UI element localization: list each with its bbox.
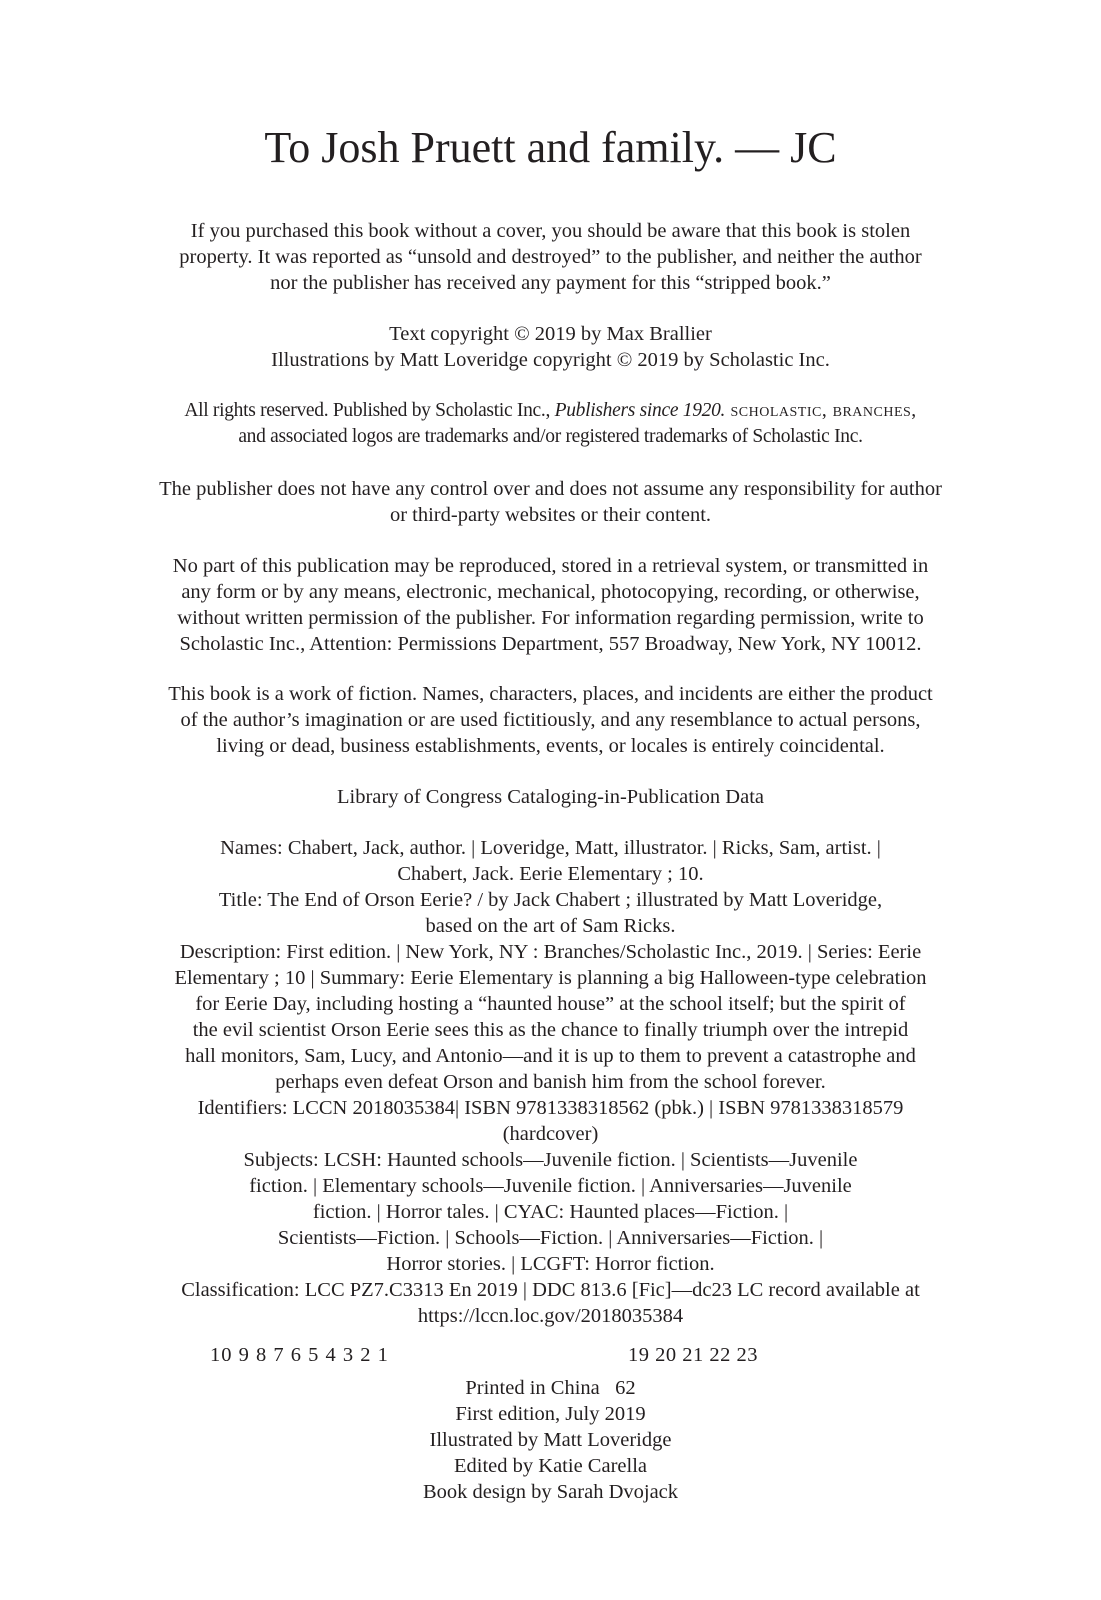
cip-line: Subjects: LCSH: Haunted schools—Juvenile fiction. | Scientists—Juvenile xyxy=(243,1149,858,1171)
reproduction-notice xyxy=(90,553,1011,657)
cip-line: Identifiers: LCCN 2018035384| ISBN 9781338318562 (pbk.) | ISBN 9781338318579 xyxy=(197,1097,904,1119)
cip-line: hall monitors, Sam, Lucy, and Antonio—and it is up to them to prevent a catastrophe and xyxy=(185,1045,916,1067)
cip-line: Elementary ; 10 | Summary: Eerie Elementary is planning a big Halloween-type celebration xyxy=(174,967,927,989)
cip-heading-text: Library of Congress Cataloging-in-Publication Data xyxy=(337,786,764,808)
cip-line: Title: The End of Orson Eerie? / by Jack Chabert ; illustrated by Matt Loveridge, xyxy=(218,889,883,911)
fiction-notice xyxy=(90,681,1011,759)
cip-line: fiction. | Elementary schools—Juvenile fiction. | Anniversaries—Juvenile xyxy=(249,1175,852,1197)
notice-line: The publisher does not have any control over and does not assume any responsibility for author xyxy=(159,478,942,500)
notice-line: of the author’s imagination or are used fictitiously, and any resemblance to actual persons, xyxy=(180,709,921,731)
control-notice xyxy=(90,476,1011,528)
cip-heading xyxy=(90,784,1011,810)
cip-line: Names: Chabert, Jack, author. | Loveridge, Matt, illustrator. | Ricks, Sam, artist. | xyxy=(220,837,881,859)
notice-line: No part of this publication may be reproduced, stored in a retrieval system, or transmitted in xyxy=(172,555,929,577)
rights-trademarks: scholastic, branches, xyxy=(725,400,917,421)
notice-line: any form or by any means, electronic, mechanical, photocopying, recording, or otherwise, xyxy=(181,581,920,603)
cip-line: https://lccn.loc.gov/2018035384 xyxy=(417,1305,684,1327)
credit-line: Edited by Katie Carella xyxy=(454,1455,647,1477)
notice-line: This book is a work of fiction. Names, characters, places, and incidents are either the product xyxy=(168,683,933,705)
notice-line: If you purchased this book without a cover, you should be aware that this book is stolen xyxy=(190,220,911,242)
credit-line: Printed in China 62 xyxy=(465,1377,636,1399)
cip-line: Classification: LCC PZ7.C3313 En 2019 | DDC 813.6 [Fic]—dc23 LC record available at xyxy=(181,1279,920,1301)
copyright-line: Illustrations by Matt Loveridge copyright © 2019 by Scholastic Inc. xyxy=(271,349,830,371)
year-numbers: 19 20 21 22 23 xyxy=(628,1344,758,1366)
notice-line: without written permission of the publisher. For information regarding permission, write to xyxy=(177,607,924,629)
credit-line: First edition, July 2019 xyxy=(455,1403,646,1425)
cip-line: based on the art of Sam Ricks. xyxy=(425,915,676,937)
rights-line: and associated logos are trademarks and/or registered trademarks of Scholastic Inc. xyxy=(238,426,863,447)
rights-text: All rights reserved. Published by Scholastic Inc., xyxy=(184,400,555,421)
printing-numbers: 10 9 8 7 6 5 4 3 2 1 xyxy=(210,1344,389,1366)
notice-line: property. It was reported as “unsold and destroyed” to the publisher, and neither the author xyxy=(179,246,922,268)
rights-italic: Publishers since 1920. xyxy=(554,400,726,421)
printing-line xyxy=(0,1342,1101,1368)
cip-line: Horror stories. | LCGFT: Horror fiction. xyxy=(386,1253,715,1275)
cip-line: Description: First edition. | New York, NY : Branches/Scholastic Inc., 2019. | Series: Eerie xyxy=(179,941,922,963)
credit-line: Illustrated by Matt Loveridge xyxy=(429,1429,672,1451)
notice-line: nor the publisher has received any payment for this “stripped book.” xyxy=(270,272,831,294)
stolen-book-notice xyxy=(90,218,1011,296)
cip-line: perhaps even defeat Orson and banish him from the school forever. xyxy=(275,1071,826,1093)
rights-notice xyxy=(90,398,1011,450)
cip-line: (hardcover) xyxy=(502,1123,599,1145)
cip-data xyxy=(90,835,1011,1329)
notice-line: living or dead, business establishments, events, or locales is entirely coincidental. xyxy=(216,735,885,757)
notice-line: or third-party websites or their content. xyxy=(389,504,712,526)
cip-line: Scientists—Fiction. | Schools—Fiction. | Anniversaries—Fiction. | xyxy=(277,1227,824,1249)
cip-line: Chabert, Jack. Eerie Elementary ; 10. xyxy=(397,863,704,885)
cip-line: fiction. | Horror tales. | CYAC: Haunted places—Fiction. | xyxy=(312,1201,789,1223)
cip-line: for Eerie Day, including hosting a “haunted house” at the school itself; but the spirit of xyxy=(195,993,906,1015)
credits xyxy=(90,1375,1011,1505)
dedication: To Josh Pruett and family. — JC xyxy=(264,123,837,172)
copyright-notice xyxy=(90,321,1011,373)
notice-line: Scholastic Inc., Attention: Permissions Department, 557 Broadway, New York, NY 10012. xyxy=(179,633,922,655)
credit-line: Book design by Sarah Dvojack xyxy=(422,1481,679,1503)
cip-line: the evil scientist Orson Eerie sees this as the chance to finally triumph over the intrepid xyxy=(192,1019,909,1041)
rights-line xyxy=(90,398,1011,424)
copyright-line: Text copyright © 2019 by Max Brallier xyxy=(389,323,712,345)
